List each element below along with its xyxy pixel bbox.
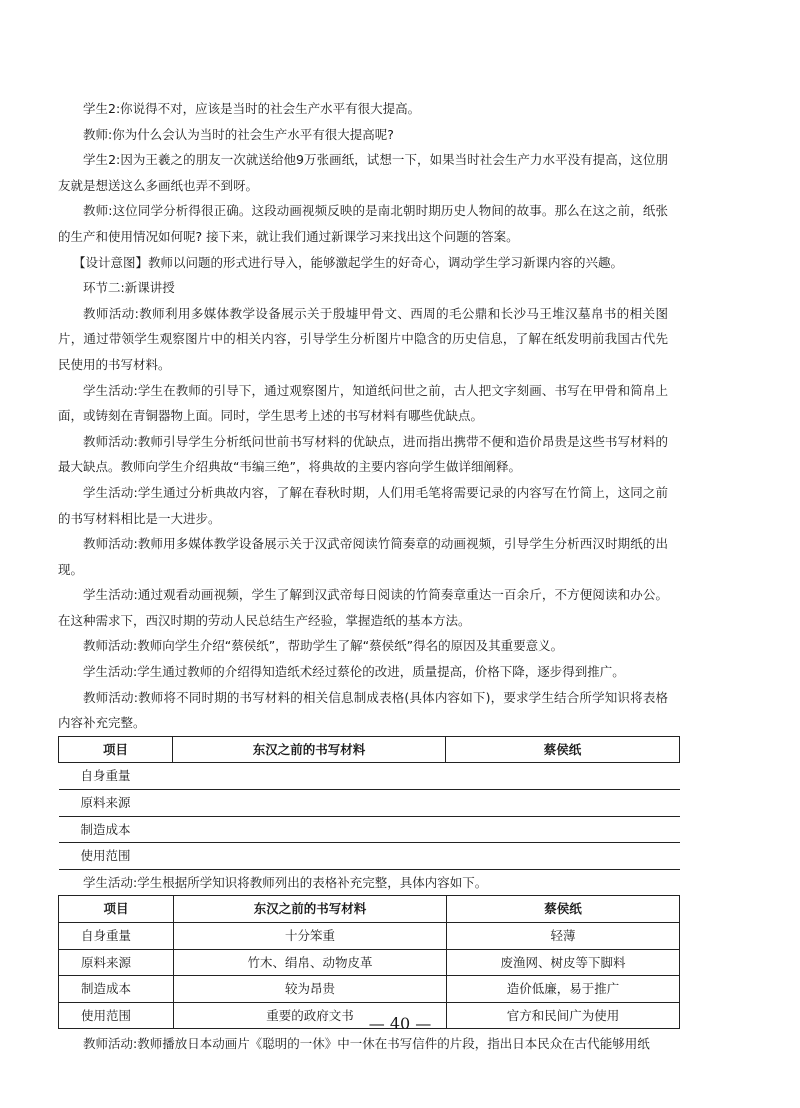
blank-cell [173,790,446,817]
cell: 废渔网、树皮等下脚料 [447,949,680,976]
header-item: 项目 [59,896,174,923]
paragraph: 教师活动:教师利用多媒体教学设备展示关于殷墟甲骨文、西周的毛公鼎和长沙马王堆汉墓帛书的相关图片，通过带领学生观察图片中的相关内容，引导学生分析图片中隐含的历史信息，了解在纸发明前我国古代先民使用的书写材料。 [58,305,668,372]
row-label: 制造成本 [59,976,174,1003]
page-body [58,96,668,1057]
blank-cell [446,790,680,817]
cell: 官方和民间广为使用 [447,1002,680,1029]
paragraph: 学生活动:通过观看动画视频，学生了解到汉武帝每日阅读的竹简奏章重达一百余斤，不方便阅读和办公。在这种需求下，西汉时期的劳动人民总结生产经验，掌握造纸的基本方法。 [58,587,668,628]
paragraph: 学生活动:学生通过教师的介绍得知造纸术经过蔡伦的改进，质量提高，价格下降，逐步得到推广。 [83,664,625,680]
paragraph: 教师活动:教师将不同时期的书写材料的相关信息制成表格(具体内容如下)，要求学生结合所学知识将表格内容补充完整。 [58,689,668,731]
completed-table [58,895,680,1029]
cell: 重要的政府文书 [174,1002,447,1029]
cell: 轻薄 [447,923,680,950]
row-label: 原料来源 [59,949,174,976]
row-label: 自身重量 [59,763,173,790]
header-caihou-paper: 蔡侯纸 [447,896,680,923]
cell: 竹木、绢帛、动物皮革 [174,949,447,976]
blank-cell [446,843,680,870]
section-heading: 环节二:新课讲授 [83,280,175,296]
row-label: 原料来源 [59,790,173,817]
header-item: 项目 [59,736,173,763]
blank-cell [173,816,446,843]
paragraph: 教师:这位同学分析得很正确。这段动画视频反映的是南北朝时期历史人物间的故事。那么在这之前，纸张的生产和使用情况如何呢? 接下来，就让我们通过新课学习来找出这个问题的答案。 [58,203,668,244]
header-pre-han: 东汉之前的书写材料 [174,896,447,923]
cell: 造价低廉，易于推广 [447,976,680,1003]
header-caihou-paper: 蔡侯纸 [446,736,680,763]
row-label: 制造成本 [59,816,173,843]
cell: 较为昂贵 [174,976,447,1003]
paragraph: 学生活动:学生通过分析典故内容，了解在春秋时期，人们用毛笔将需要记录的内容写在竹简上，这同之前的书写材料相比是一大进步。 [58,484,668,526]
blank-worksheet-table [58,736,680,870]
design-intent: 【设计意图】教师以问题的形式进行导入，能够激起学生的好奇心，调动学生学习新课内容的兴趣。 [73,254,624,270]
paragraph: 教师活动:教师向学生介绍“蔡侯纸”，帮助学生了解“蔡侯纸”得名的原因及其重要意义。 [83,638,564,654]
paragraph: 学生活动:学生在教师的引导下，通过观察图片，知道纸问世之前，古人把文字刻画、书写在甲骨和简帛上面，或铸刻在青铜器物上面。同时，学生思考上述的书写材料有哪些优缺点。 [58,382,668,424]
paragraph: 教师活动:教师引导学生分析纸问世前书写材料的优缺点，进而指出携带不便和造价昂贵是这些书写材料的最大缺点。教师向学生介绍典故“韦编三绝”，将典故的主要内容向学生做详细阐释。 [58,433,668,475]
paragraph: 学生2:你说得不对，应该是当时的社会生产水平有很大提高。 [83,101,421,116]
paragraph: 教师活动:教师用多媒体教学设备展示关于汉武帝阅读竹简奏章的动画视频，引导学生分析西汉时期纸的出现。 [58,536,668,577]
paragraph: 教师活动:教师播放日本动画片《聪明的一休》中一休在书写信件的片段，指出日本民众在古代能够用纸 [83,1036,650,1052]
page-number: — 40 — [368,1014,432,1033]
cell: 十分笨重 [174,923,447,950]
paragraph: 教师:你为什么会认为当时的社会生产水平有很大提高呢? [83,126,394,142]
blank-cell [446,816,680,843]
row-label: 自身重量 [59,923,174,950]
blank-cell [173,843,446,870]
row-label: 使用范围 [59,1002,174,1029]
blank-cell [446,763,680,790]
blank-cell [173,763,446,790]
paragraph: 学生活动:学生根据所学知识将教师列出的表格补充完整，具体内容如下。 [83,874,488,890]
paragraph: 学生2:因为王羲之的朋友一次就送给他9万张画纸，试想一下，如果当时社会生产力水平没有提高，这位朋友就是想送这么多画纸也弄不到呀。 [58,152,668,193]
row-label: 使用范围 [59,843,173,870]
header-pre-han: 东汉之前的书写材料 [173,736,446,763]
